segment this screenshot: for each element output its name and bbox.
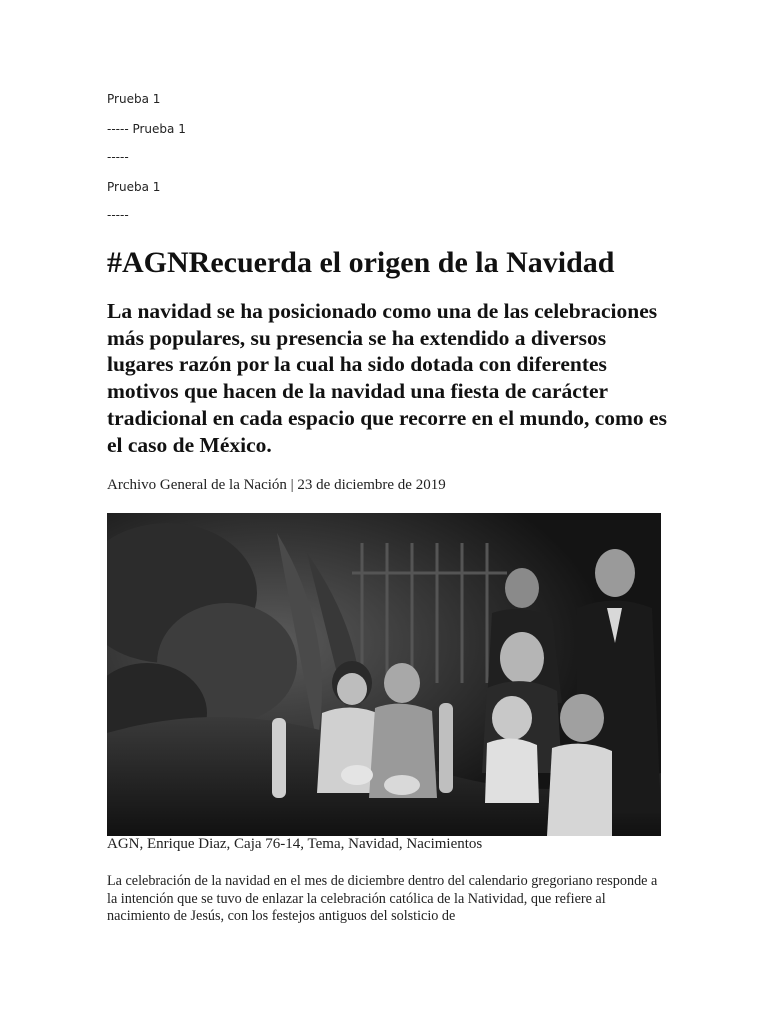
article-title: #AGNRecuerda el origen de la Navidad (107, 246, 615, 279)
header-line-1: Prueba 1 (107, 92, 161, 106)
photo-caption: AGN, Enrique Diaz, Caja 76-14, Tema, Navidad, Nacimientos (107, 836, 483, 852)
photo-illustration (107, 513, 661, 836)
article-byline: Archivo General de la Nación | 23 de diciembre de 2019 (107, 477, 446, 493)
article-body-paragraph: La celebración de la navidad en el mes de diciembre dentro del calendario gregoriano responde a la intención que se tuvo de enlazar la celebración católica de la Natividad, que refiere al nacimiento de Jesús, con los festejos antiguos del solsticio de (107, 873, 658, 925)
header-line-3: ----- (107, 150, 129, 164)
article-lead: La navidad se ha posicionado como una de las celebraciones más populares, su presencia se ha extendido a diversos lugares razón por la cual ha sido dotada con diferentes motivos que hacen de la navidad una fiesta de carácter tradicional en cada espacio que recorre en el mundo, como es el caso de México. (107, 299, 667, 457)
header-line-2: ----- Prueba 1 (107, 122, 186, 136)
family-nativity-photo (107, 513, 661, 836)
header-line-5: ----- (107, 208, 129, 222)
header-line-4: Prueba 1 (107, 180, 161, 194)
